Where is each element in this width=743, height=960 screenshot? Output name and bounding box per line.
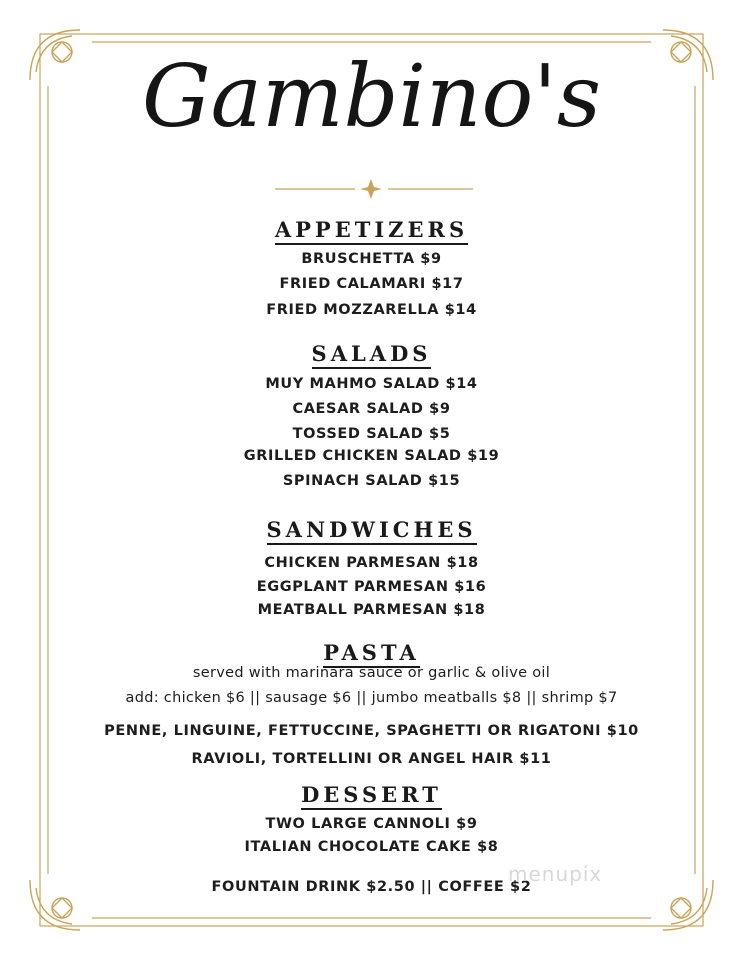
menu-item: BRUSCHETTA $9 [301, 251, 442, 267]
drinks-line: FOUNTAIN DRINK $2.50 || COFFEE $2 [211, 879, 532, 895]
menu-item: GRILLED CHICKEN SALAD $19 [243, 448, 500, 464]
dessert-heading: DESSERT [0, 782, 743, 808]
menu-item: PENNE, LINGUINE, FETTUCCINE, SPAGHETTI OR RIGATONI $10 [104, 723, 639, 739]
pasta-addons: add: chicken $6 || sausage $6 || jumbo meatballs $8 || shrimp $7 [125, 690, 618, 706]
menu-item: EGGPLANT PARMESAN $16 [256, 579, 487, 595]
menu-item: MEATBALL PARMESAN $18 [257, 602, 486, 618]
menu-item: TWO LARGE CANNOLI $9 [265, 816, 478, 832]
appetizers-heading: APPETIZERS [0, 217, 743, 243]
menu-item: FRIED CALAMARI $17 [279, 276, 464, 292]
menu-item: CHICKEN PARMESAN $18 [264, 555, 479, 571]
watermark: menupix [508, 862, 603, 886]
menu-item: CAESAR SALAD $9 [292, 401, 451, 417]
pasta-note: served with marinara sauce or garlic & olive oil [192, 665, 551, 681]
restaurant-name: Gambino's [141, 47, 602, 147]
menu-item: ITALIAN CHOCOLATE CAKE $8 [244, 839, 499, 855]
menu-item: RAVIOLI, TORTELLINI OR ANGEL HAIR $11 [191, 751, 552, 767]
menu-item: TOSSED SALAD $5 [292, 426, 451, 442]
pasta-heading: PASTA [0, 640, 743, 666]
menu-item: SPINACH SALAD $15 [282, 473, 461, 489]
menu-item: FRIED MOZZARELLA $14 [266, 302, 477, 318]
menu-item: MUY MAHMO SALAD $14 [265, 376, 478, 392]
star-ornament-icon [360, 179, 382, 199]
sandwiches-heading: SANDWICHES [0, 517, 743, 543]
salads-heading: SALADS [0, 341, 743, 367]
